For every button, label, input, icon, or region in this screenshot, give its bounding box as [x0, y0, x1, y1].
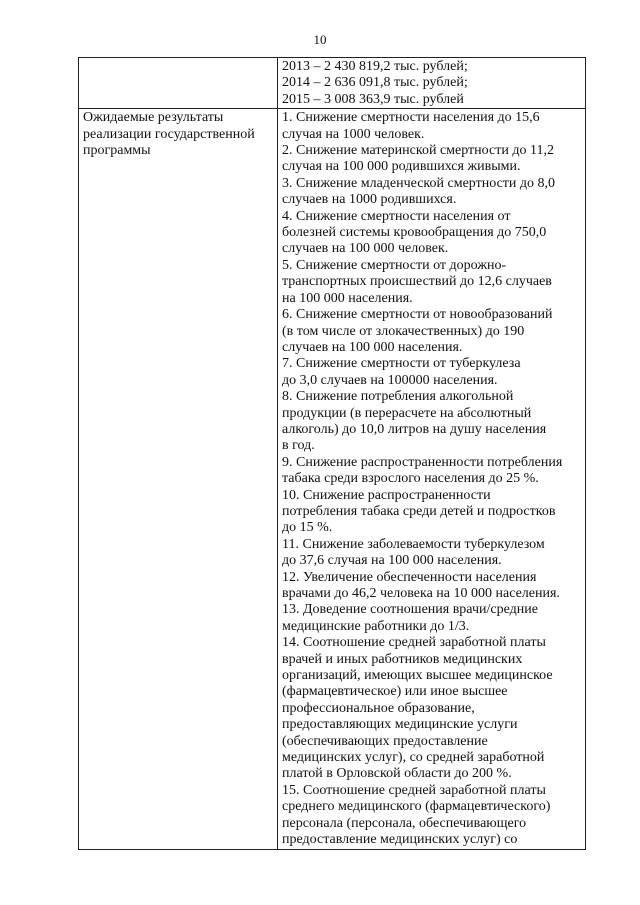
row-label-cell: [79, 58, 278, 109]
list-item-line: 2013 – 2 430 819,2 тыс. рублей;: [282, 59, 468, 74]
row-label-cell: [79, 109, 278, 849]
list-item-line: алкоголь) до 10,0 литров на душу населения: [282, 421, 547, 437]
list-item: [282, 602, 581, 635]
list-item-line: (фармацевтическое) или иное высшее: [282, 684, 508, 700]
list-item-line: 3. Снижение младенческой смертности до 8,0: [282, 175, 556, 191]
page-number: 10: [313, 32, 327, 47]
list-item-line: случаев на 1000 родившихся.: [282, 192, 457, 208]
list-item-line: предоставление медицинских услуг) со: [282, 832, 518, 848]
list-item-line: 14. Соотношение средней заработной платы: [282, 635, 546, 651]
list-item: [282, 307, 581, 356]
table-row: [79, 109, 586, 849]
list-item-line: до 3,0 случаев на 100000 населения.: [282, 372, 498, 388]
list-item: [282, 258, 581, 307]
list-item: [282, 570, 581, 603]
row-value-cell: [278, 109, 586, 849]
list-item-line: профессиональное образование,: [282, 700, 475, 716]
list-item-line: 15. Соотношение средней заработной платы: [282, 782, 546, 798]
table-body: [79, 58, 586, 850]
list-item-line: организаций, имеющих высшее медицинское: [282, 668, 553, 684]
list-item-line: табака среди взрослого населения до 25 %.: [282, 471, 539, 487]
list-item-line: на 100 000 населения.: [282, 290, 413, 306]
list-item-line: транспортных происшествий до 12,6 случаев: [282, 274, 552, 290]
list-item: [282, 59, 581, 75]
list-item: [282, 389, 581, 455]
list-item: [282, 110, 581, 143]
list-item-line: платой в Орловской области до 200 %.: [282, 766, 512, 782]
list-item-line: 11. Снижение заболеваемости туберкулезом: [282, 536, 545, 552]
list-item-line: до 37,6 случая на 100 000 населения.: [282, 553, 502, 569]
list-item-line: продукции (в перерасчете на абсолютный: [282, 405, 532, 421]
list-item: [282, 537, 581, 570]
list-item-line: 2. Снижение материнской смертности до 11,2: [282, 143, 554, 159]
list-item-line: 9. Снижение распространенности потребления: [282, 454, 563, 470]
list-item-line: случая на 100 000 родившихся живыми.: [282, 159, 521, 175]
list-item: [282, 209, 581, 258]
list-item-line: (в том числе от злокачественных) до 190: [282, 323, 525, 339]
list-item: [282, 75, 581, 91]
list-item-line: 4. Снижение смертности населения от: [282, 208, 511, 224]
list-item-line: 13. Доведение соотношения врачи/средние: [282, 602, 538, 618]
list-item-line: врачами до 46,2 человека на 10 000 населения.: [282, 586, 560, 601]
list-item: [282, 488, 581, 537]
list-item-line: предоставляющих медицинские услуги: [282, 717, 518, 733]
table-row: [79, 58, 586, 109]
list-item-line: медицинские работники до 1/3.: [282, 618, 470, 634]
list-item-line: до 15 %.: [282, 520, 333, 536]
list-item-line: врачей и иных работников медицинских: [282, 651, 523, 667]
list-item-line: 8. Снижение потребления алкогольной: [282, 389, 514, 405]
list-item-line: персонала (персонала, обеспечивающего: [282, 815, 527, 831]
list-item-line: случая на 1000 человек.: [282, 126, 425, 142]
list-item-line: медицинских услуг), со средней заработной: [282, 750, 545, 766]
list-item-line: случаев на 100 000 населения.: [282, 339, 463, 355]
list-item-line: 7. Снижение смертности от туберкулеза: [282, 356, 521, 372]
list-item-line: 12. Увеличение обеспеченности населения: [282, 569, 537, 585]
list-item-line: в год.: [282, 438, 315, 454]
list-item-line: 6. Снижение смертности от новообразований: [282, 307, 553, 323]
list-item-line: (обеспечивающих предоставление: [282, 733, 488, 749]
row-label-line: программы: [83, 143, 151, 159]
row-label-line: Ожидаемые результаты: [83, 110, 224, 126]
list-item-line: потребления табака среди детей и подростков: [282, 503, 556, 519]
list-item-line: случаев на 100 000 человек.: [282, 241, 449, 257]
list-item: [282, 356, 581, 389]
list-item: [282, 92, 581, 108]
list-item-line: 1. Снижение смертности населения до 15,6: [282, 110, 540, 126]
list-item-line: среднего медицинского (фармацевтического): [282, 799, 551, 815]
list-item-line: 2015 – 3 008 363,9 тыс. рублей: [282, 91, 464, 107]
list-item-line: 5. Снижение смертности от дорожно-: [282, 257, 507, 273]
list-item-line: 2014 – 2 636 091,8 тыс. рублей;: [282, 75, 468, 91]
list-item: [282, 143, 581, 176]
row-value-cell: [278, 58, 586, 109]
program-passport-table: [78, 57, 586, 850]
list-item-line: 10. Снижение распространенности: [282, 487, 491, 503]
list-item-line: болезней системы кровообращения до 750,0: [282, 225, 547, 241]
list-item: [282, 783, 581, 849]
row-label-line: реализации государственной: [83, 126, 255, 142]
list-item: [282, 455, 581, 488]
list-item: [282, 176, 581, 209]
list-item: [282, 635, 581, 783]
